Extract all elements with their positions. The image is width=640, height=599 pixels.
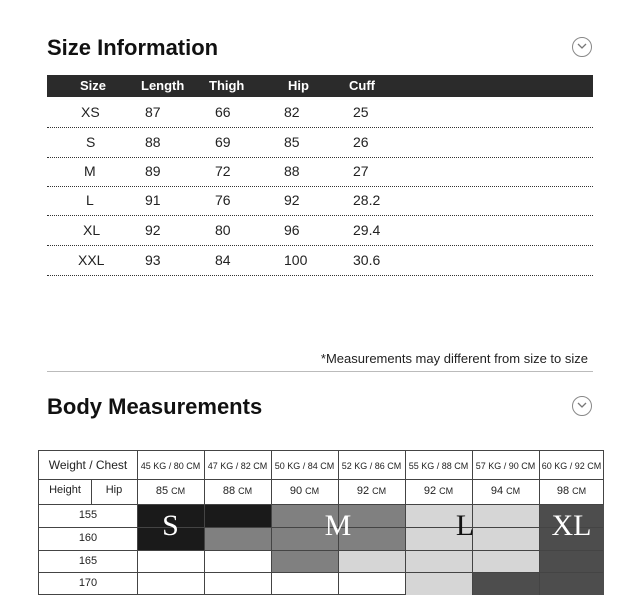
size-label-m: M — [324, 509, 352, 542]
col-thigh: Thigh — [209, 78, 245, 93]
size-xl-block — [472, 572, 539, 595]
hip-value: 94 CM — [490, 485, 521, 497]
hip-value: 92 CM — [423, 485, 454, 497]
cell-thigh: 72 — [215, 163, 231, 179]
cell-hip: 96 — [284, 222, 300, 238]
weight-chest-47: 47 KG / 82 CM — [207, 461, 268, 471]
cell-size: S — [86, 134, 96, 150]
height-160: 160 — [78, 532, 98, 544]
cell-length: 87 — [145, 104, 161, 120]
size-label-xl: XL — [551, 509, 592, 542]
col-hip: Hip — [288, 78, 309, 93]
cell-hip: 88 — [284, 163, 300, 179]
hip-value: 88 CM — [222, 485, 253, 497]
size-label-s: S — [162, 509, 179, 542]
chevron-down-icon[interactable] — [572, 37, 592, 57]
body-measurement-grid — [38, 450, 604, 595]
cell-thigh: 80 — [215, 222, 231, 238]
hip-value: 92 CM — [356, 485, 387, 497]
col-length: Length — [141, 78, 185, 93]
weight-chest-55: 55 KG / 88 CM — [408, 461, 469, 471]
size-table-header — [47, 75, 593, 97]
table-row — [47, 186, 593, 216]
size-label-l: L — [455, 509, 475, 542]
cell-cuff: 26 — [353, 134, 369, 150]
size-m-block — [204, 527, 271, 550]
height-155: 155 — [78, 509, 98, 521]
size-s-block — [204, 505, 271, 527]
weight-chest-57: 57 KG / 90 CM — [475, 461, 536, 471]
weight-chest-60: 60 KG / 92 CM — [541, 461, 602, 471]
height-label: Height — [49, 484, 81, 496]
table-row — [47, 157, 593, 187]
cell-thigh: 69 — [215, 134, 231, 150]
cell-thigh: 84 — [215, 252, 231, 268]
size-l-block — [405, 572, 472, 595]
body-measurements-title: Body Measurements — [47, 394, 263, 419]
cell-size: M — [84, 163, 96, 179]
weight-chest-45: 45 KG / 80 CM — [140, 461, 201, 471]
height-165: 165 — [78, 555, 98, 567]
hip-label: Hip — [105, 484, 123, 496]
weight-chest-label: Weight / Chest — [48, 458, 128, 472]
cell-cuff: 27 — [353, 163, 369, 179]
cell-cuff: 30.6 — [353, 252, 381, 268]
weight-chest-52: 52 KG / 86 CM — [341, 461, 402, 471]
size-l-block — [338, 550, 405, 572]
table-row — [47, 216, 593, 246]
cell-cuff: 25 — [353, 104, 369, 120]
cell-size: XXL — [78, 252, 105, 268]
cell-thigh: 66 — [215, 104, 231, 120]
cell-hip: 100 — [284, 252, 308, 268]
cell-length: 89 — [145, 163, 161, 179]
cell-size: XS — [81, 104, 100, 120]
hip-value: 85 CM — [155, 485, 186, 497]
cell-cuff: 29.4 — [353, 222, 381, 238]
cell-size: XL — [83, 222, 101, 238]
section-divider — [47, 371, 593, 372]
cell-hip: 85 — [284, 134, 300, 150]
size-info-title: Size Information — [47, 35, 219, 60]
table-row — [47, 98, 593, 128]
table-row — [47, 246, 593, 276]
measurement-note: *Measurements may different from size to size — [320, 351, 588, 366]
cell-length: 91 — [145, 192, 161, 208]
weight-chest-50: 50 KG / 84 CM — [274, 461, 335, 471]
cell-length: 92 — [145, 222, 161, 238]
table-row — [47, 128, 593, 158]
cell-cuff: 28.2 — [353, 192, 381, 208]
cell-length: 93 — [145, 252, 161, 268]
cell-hip: 82 — [284, 104, 300, 120]
size-m-block — [271, 550, 338, 572]
chevron-down-icon[interactable] — [572, 396, 592, 416]
hip-value: 90 CM — [289, 485, 320, 497]
cell-thigh: 76 — [215, 192, 231, 208]
cell-length: 88 — [145, 134, 161, 150]
cell-size: L — [86, 192, 94, 208]
col-size: Size — [80, 78, 107, 93]
cell-hip: 92 — [284, 192, 300, 208]
col-cuff: Cuff — [349, 78, 375, 93]
hip-value: 98 CM — [556, 485, 587, 497]
height-170: 170 — [78, 577, 98, 589]
